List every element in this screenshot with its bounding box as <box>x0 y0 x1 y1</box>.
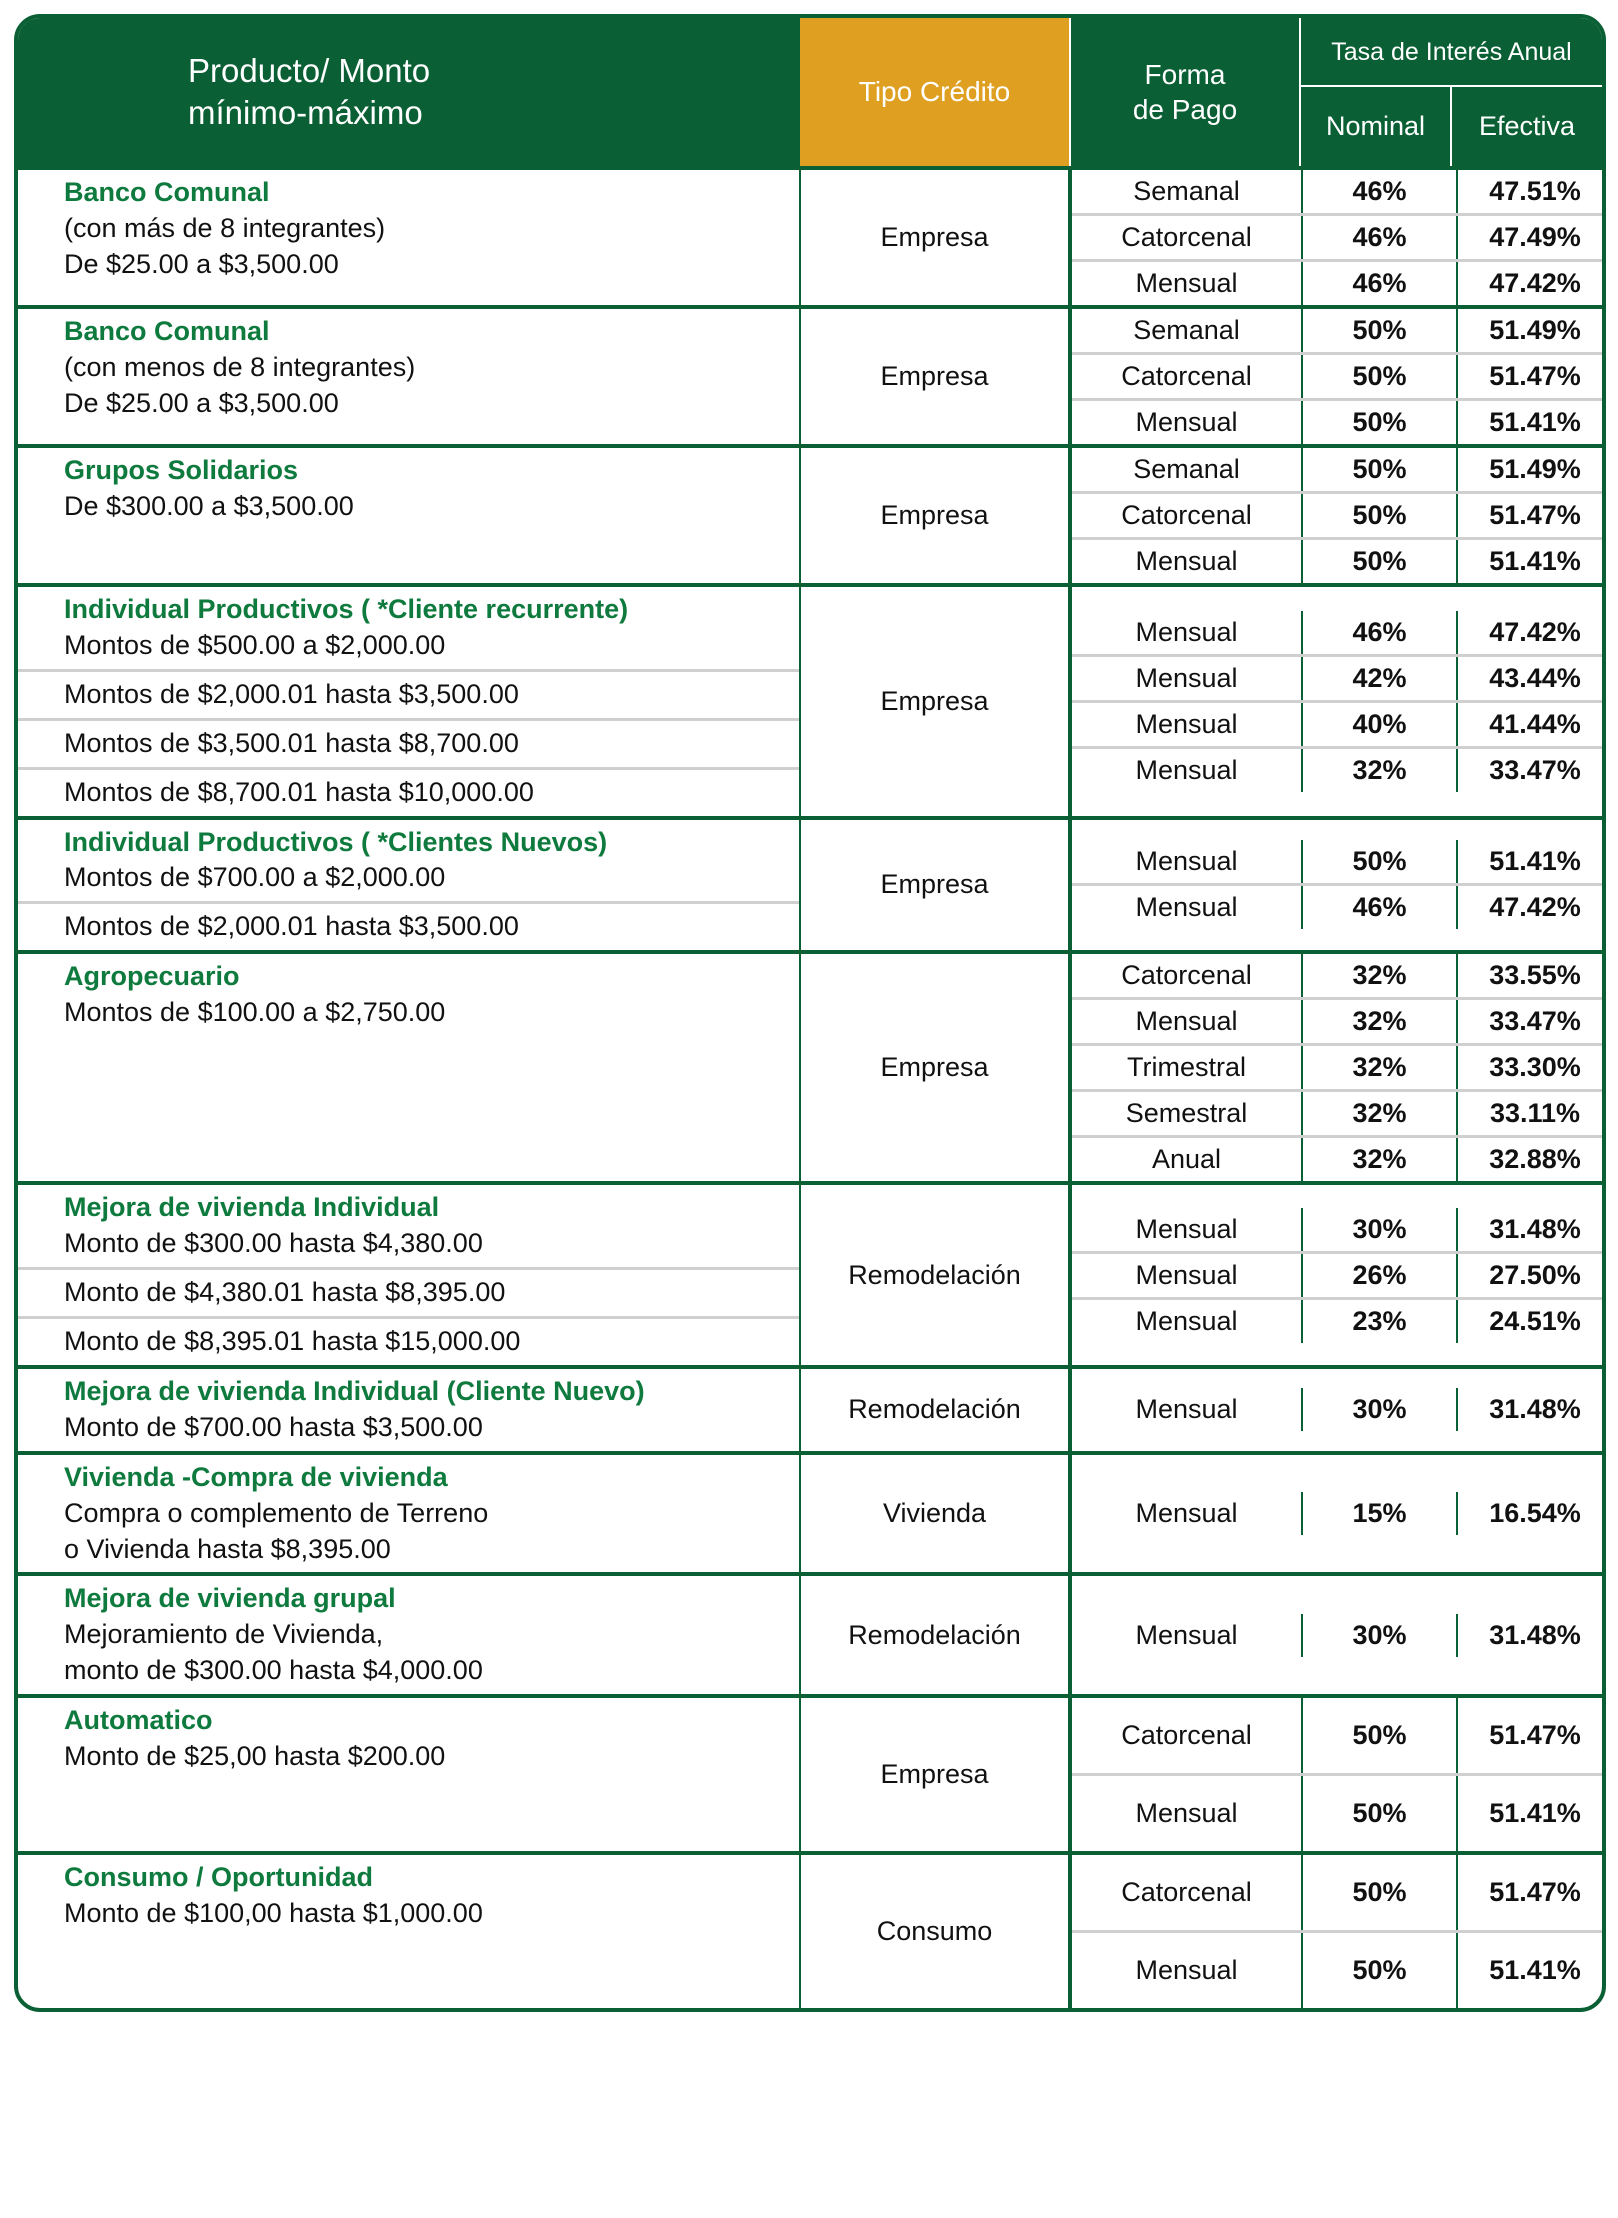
rate-row <box>1072 261 1606 306</box>
product-subtitle: Monto de $25,00 hasta $200.00 <box>64 1741 446 1772</box>
tasa-nominal-value: 50% <box>1302 354 1457 400</box>
tipo-credito-cell: Empresa <box>800 446 1070 585</box>
interest-rate-table <box>18 18 1602 2008</box>
rate-rows <box>1072 448 1606 583</box>
product-cell <box>18 585 800 818</box>
tasa-nominal-value: 30% <box>1302 1388 1457 1431</box>
rate-row <box>1072 400 1606 445</box>
forma-pago-value: Mensual <box>1072 1208 1302 1253</box>
product-title: Individual Productivos ( *Clientes Nuevos) <box>64 826 608 857</box>
forma-pago-value: Semanal <box>1072 309 1302 354</box>
rate-row <box>1072 1137 1606 1182</box>
product-line <box>18 719 799 768</box>
product-subtitle: Montos de $100.00 a $2,750.00 <box>64 997 446 1028</box>
product-cell <box>18 307 800 446</box>
product-subtitle: o Vivienda hasta $8,395.00 <box>64 1533 391 1564</box>
product-cell <box>18 1696 800 1853</box>
tipo-credito-cell: Remodelación <box>800 1574 1070 1696</box>
product-line <box>18 1369 799 1451</box>
tasa-nominal-value: 30% <box>1302 1614 1457 1657</box>
product-subtitle: Monto de $100,00 hasta $1,000.00 <box>64 1898 483 1929</box>
tasa-efectiva-value: 51.41% <box>1457 539 1606 584</box>
product-subtitle: Montos de $500.00 a $2,000.00 <box>64 629 446 660</box>
rate-row <box>1072 954 1606 999</box>
rate-row <box>1072 1252 1606 1298</box>
tipo-credito-cell: Consumo <box>800 1853 1070 2008</box>
forma-pago-value: Semanal <box>1072 448 1302 493</box>
product-lines <box>18 448 799 530</box>
product-subtitle: De $25.00 a $3,500.00 <box>64 387 339 418</box>
forma-pago-value: Semestral <box>1072 1091 1302 1137</box>
header-tipo-credito: Tipo Crédito <box>800 18 1070 168</box>
rates-cell <box>1070 1453 1602 1575</box>
forma-pago-value: Catorcenal <box>1072 1855 1302 1932</box>
product-line <box>18 448 799 530</box>
tasa-efectiva-value: 51.41% <box>1457 400 1606 445</box>
tasa-efectiva-value: 51.49% <box>1489 454 1581 484</box>
rate-rows <box>1072 611 1606 792</box>
tasa-nominal-value: 32% <box>1302 1137 1457 1182</box>
header-forma-line1: Forma <box>1144 59 1226 90</box>
forma-pago-value: Catorcenal <box>1072 354 1302 400</box>
rates-cell <box>1070 952 1602 1183</box>
forma-pago-value: Mensual <box>1072 261 1302 306</box>
product-cell <box>18 1853 800 2008</box>
product-title: Automatico <box>64 1705 213 1736</box>
product-line <box>18 587 799 670</box>
header-producto-monto <box>18 18 800 168</box>
rate-rows <box>1072 1614 1606 1657</box>
rate-rows <box>1072 1698 1606 1851</box>
product-title: Mejora de vivienda Individual (Cliente Nuevo) <box>64 1375 645 1406</box>
rate-row <box>1072 611 1606 656</box>
product-subtitle: De $300.00 a $3,500.00 <box>64 490 354 521</box>
table-row <box>18 1696 1602 1853</box>
product-subtitle: Montos de $2,000.01 hasta $3,500.00 <box>64 678 519 709</box>
tasa-nominal-value: 46% <box>1302 170 1457 215</box>
tasa-efectiva-value: 51.47% <box>1457 493 1606 539</box>
product-subtitle: Mejoramiento de Vivienda, <box>64 1619 384 1650</box>
tasa-efectiva-value: 51.47% <box>1489 1720 1581 1751</box>
forma-pago-value: Anual <box>1072 1137 1302 1182</box>
rates-cell <box>1070 818 1602 953</box>
rate-row <box>1072 448 1606 493</box>
product-title: Grupos Solidarios <box>64 455 299 485</box>
product-subtitle: Monto de $300.00 hasta $4,380.00 <box>64 1228 483 1259</box>
tasa-nominal-value: 46% <box>1302 885 1457 930</box>
product-line <box>18 1185 799 1268</box>
tasa-nominal-value: 32% <box>1302 999 1457 1045</box>
product-subtitle: Montos de $3,500.01 hasta $8,700.00 <box>64 727 519 758</box>
product-subtitle: (con más de 8 integrantes) <box>64 212 386 243</box>
forma-pago-value: Catorcenal <box>1072 215 1302 261</box>
product-lines <box>18 1369 799 1451</box>
rate-rows <box>1072 1855 1606 2008</box>
forma-pago-value: Mensual <box>1072 539 1302 584</box>
tasa-efectiva-value: 16.54% <box>1489 1498 1581 1529</box>
tasa-efectiva-value: 47.51% <box>1489 176 1581 206</box>
tasa-nominal-value: 32% <box>1302 954 1457 999</box>
product-line <box>18 670 799 719</box>
product-line <box>18 1269 799 1318</box>
rate-rows <box>1072 840 1606 929</box>
tasa-nominal-value: 23% <box>1302 1298 1457 1343</box>
forma-pago-value: Mensual <box>1072 1492 1302 1535</box>
tasa-efectiva-value: 47.42% <box>1489 616 1581 647</box>
forma-pago-value: Mensual <box>1072 999 1302 1045</box>
product-line <box>18 309 799 427</box>
product-subtitle: (con menos de 8 integrantes) <box>64 351 416 382</box>
product-lines <box>18 1576 799 1694</box>
tasa-nominal-value: 50% <box>1302 840 1457 885</box>
product-lines <box>18 587 799 816</box>
product-line <box>18 768 799 815</box>
tasa-nominal-value: 50% <box>1302 309 1457 354</box>
rate-row <box>1072 840 1606 885</box>
product-line <box>18 170 799 288</box>
tasa-nominal-value: 46% <box>1302 261 1457 306</box>
tasa-efectiva-value: 47.42% <box>1457 885 1606 930</box>
tasa-efectiva-value: 32.88% <box>1457 1137 1606 1182</box>
table-row <box>18 952 1602 1183</box>
rate-row <box>1072 701 1606 747</box>
product-subtitle: Monto de $4,380.01 hasta $8,395.00 <box>64 1277 506 1308</box>
forma-pago-value: Mensual <box>1072 1932 1302 2009</box>
product-cell <box>18 446 800 585</box>
tipo-credito-cell: Empresa <box>800 307 1070 446</box>
table-row <box>18 585 1602 818</box>
table-row <box>18 446 1602 585</box>
header-forma-line2: de Pago <box>1132 94 1238 125</box>
product-subtitle: Montos de $2,000.01 hasta $3,500.00 <box>64 911 519 942</box>
rate-rows <box>1072 1388 1606 1431</box>
rate-rows <box>1072 1208 1606 1343</box>
tasa-efectiva-value: 47.42% <box>1457 261 1606 306</box>
product-cell <box>18 952 800 1183</box>
tasa-efectiva-value: 43.44% <box>1457 655 1606 701</box>
tasa-nominal-value: 32% <box>1302 1091 1457 1137</box>
product-lines <box>18 1855 799 1937</box>
product-line <box>18 1698 799 1780</box>
tasa-nominal-value: 50% <box>1302 400 1457 445</box>
rate-row <box>1072 1388 1606 1431</box>
tasa-nominal-value: 15% <box>1302 1492 1457 1535</box>
header-tasa-interes-anual: Tasa de Interés Anual <box>1300 18 1602 86</box>
forma-pago-value: Trimestral <box>1072 1045 1302 1091</box>
rate-row <box>1072 1091 1606 1137</box>
tipo-credito-cell: Empresa <box>800 818 1070 953</box>
forma-pago-value: Mensual <box>1072 840 1302 885</box>
rate-row <box>1072 1492 1606 1535</box>
tasa-nominal-value: 50% <box>1302 539 1457 584</box>
tasa-nominal-value: 50% <box>1302 448 1457 493</box>
forma-pago-value: Mensual <box>1072 885 1302 930</box>
rate-row <box>1072 1775 1606 1852</box>
product-subtitle: De $25.00 a $3,500.00 <box>64 248 339 279</box>
rates-cell <box>1070 446 1602 585</box>
forma-pago-value: Mensual <box>1072 1252 1302 1298</box>
rate-row <box>1072 215 1606 261</box>
rates-cell <box>1070 1367 1602 1453</box>
forma-pago-value: Mensual <box>1072 1298 1302 1343</box>
forma-pago-value: Mensual <box>1072 701 1302 747</box>
product-subtitle: Monto de $700.00 hasta $3,500.00 <box>64 1411 483 1442</box>
tasa-nominal-value: 50% <box>1302 1775 1457 1852</box>
rate-row <box>1072 170 1606 215</box>
tasa-efectiva-value: 24.51% <box>1457 1298 1606 1343</box>
rate-row <box>1072 1045 1606 1091</box>
product-title: Banco Comunal <box>64 316 270 346</box>
forma-pago-value: Mensual <box>1072 1775 1302 1852</box>
product-title: Banco Comunal <box>64 177 270 207</box>
forma-pago-value: Mensual <box>1072 400 1302 445</box>
interest-rate-table-container <box>14 14 1606 2012</box>
rate-row <box>1072 309 1606 354</box>
table-row <box>18 1367 1602 1453</box>
product-subtitle: Monto de $8,395.01 hasta $15,000.00 <box>64 1325 521 1356</box>
rate-row <box>1072 1298 1606 1343</box>
rate-row <box>1072 1614 1606 1657</box>
forma-pago-value: Mensual <box>1072 747 1302 792</box>
product-lines <box>18 170 799 288</box>
tasa-efectiva-value: 51.47% <box>1457 354 1606 400</box>
tasa-efectiva-value: 33.11% <box>1457 1091 1606 1137</box>
tipo-credito-cell: Empresa <box>800 952 1070 1183</box>
product-lines <box>18 309 799 427</box>
rate-row <box>1072 1932 1606 2009</box>
tasa-efectiva-value: 33.55% <box>1489 960 1581 991</box>
product-title: Individual Productivos ( *Cliente recurrente) <box>64 594 629 624</box>
tasa-nominal-value: 46% <box>1302 611 1457 656</box>
rate-rows <box>1072 1492 1606 1535</box>
rate-row <box>1072 885 1606 930</box>
tasa-nominal-value: 42% <box>1302 655 1457 701</box>
product-subtitle: Montos de $8,700.01 hasta $10,000.00 <box>64 776 534 807</box>
product-cell <box>18 1574 800 1696</box>
rate-rows <box>1072 954 1606 1181</box>
table-body <box>18 168 1602 2008</box>
tasa-efectiva-value: 33.47% <box>1457 999 1606 1045</box>
table-row <box>18 1574 1602 1696</box>
tasa-nominal-value: 32% <box>1302 1045 1457 1091</box>
table-row <box>18 307 1602 446</box>
table-row <box>18 168 1602 307</box>
tasa-efectiva-value: 51.41% <box>1457 1775 1606 1852</box>
rate-row <box>1072 999 1606 1045</box>
rate-row <box>1072 493 1606 539</box>
product-cell <box>18 1183 800 1367</box>
table-row <box>18 1853 1602 2008</box>
header-forma-pago <box>1070 18 1300 168</box>
rates-cell <box>1070 585 1602 818</box>
product-lines <box>18 1185 799 1365</box>
tasa-nominal-value: 26% <box>1302 1252 1457 1298</box>
product-line <box>18 1855 799 1937</box>
header-efectiva: Efectiva <box>1451 86 1602 168</box>
table-row <box>18 818 1602 953</box>
product-subtitle: Montos de $700.00 a $2,000.00 <box>64 862 446 893</box>
tasa-efectiva-value: 41.44% <box>1457 701 1606 747</box>
product-cell <box>18 1453 800 1575</box>
tasa-nominal-value: 50% <box>1302 1932 1457 2009</box>
table-row <box>18 1453 1602 1575</box>
product-lines <box>18 820 799 951</box>
product-line <box>18 1455 799 1573</box>
tasa-efectiva-value: 31.48% <box>1489 1619 1581 1650</box>
tasa-efectiva-value: 33.30% <box>1457 1045 1606 1091</box>
rate-row <box>1072 1208 1606 1253</box>
rates-cell <box>1070 307 1602 446</box>
tipo-credito-cell: Empresa <box>800 585 1070 818</box>
product-lines <box>18 1698 799 1780</box>
forma-pago-value: Catorcenal <box>1072 954 1302 999</box>
product-cell <box>18 818 800 953</box>
tasa-nominal-value: 50% <box>1302 493 1457 539</box>
rate-rows <box>1072 309 1606 444</box>
rate-row <box>1072 354 1606 400</box>
tasa-efectiva-value: 51.41% <box>1457 1932 1606 2009</box>
tasa-efectiva-value: 47.49% <box>1457 215 1606 261</box>
forma-pago-value: Mensual <box>1072 655 1302 701</box>
forma-pago-value: Mensual <box>1072 1388 1302 1431</box>
rate-row <box>1072 655 1606 701</box>
table-header <box>18 18 1602 168</box>
tasa-efectiva-value: 51.47% <box>1489 1877 1581 1908</box>
tasa-efectiva-value: 51.41% <box>1489 846 1581 877</box>
product-title: Agropecuario <box>64 961 240 992</box>
rates-cell <box>1070 1696 1602 1853</box>
tasa-efectiva-value: 27.50% <box>1457 1252 1606 1298</box>
product-title: Mejora de vivienda grupal <box>64 1583 396 1614</box>
tasa-nominal-value: 46% <box>1302 215 1457 261</box>
product-lines <box>18 954 799 1036</box>
forma-pago-value: Mensual <box>1072 1614 1302 1657</box>
tasa-nominal-value: 30% <box>1302 1208 1457 1253</box>
header-producto-line1: Producto/ Monto <box>188 51 431 89</box>
rate-rows <box>1072 170 1606 305</box>
product-line <box>18 820 799 903</box>
forma-pago-value: Semanal <box>1072 170 1302 215</box>
forma-pago-value: Mensual <box>1072 611 1302 656</box>
product-line <box>18 954 799 1036</box>
rates-cell <box>1070 1853 1602 2008</box>
tipo-credito-cell: Remodelación <box>800 1367 1070 1453</box>
product-subtitle: monto de $300.00 hasta $4,000.00 <box>64 1655 483 1686</box>
product-subtitle: Compra o complemento de Terreno <box>64 1497 489 1528</box>
product-lines <box>18 1455 799 1573</box>
tipo-credito-cell: Empresa <box>800 1696 1070 1853</box>
tasa-nominal-value: 50% <box>1302 1855 1457 1932</box>
tasa-efectiva-value: 31.48% <box>1489 1213 1581 1244</box>
forma-pago-value: Catorcenal <box>1072 1698 1302 1775</box>
tasa-nominal-value: 32% <box>1302 747 1457 792</box>
rates-cell <box>1070 168 1602 307</box>
header-nominal: Nominal <box>1300 86 1451 168</box>
product-cell <box>18 168 800 307</box>
rates-cell <box>1070 1183 1602 1367</box>
tipo-credito-cell: Empresa <box>800 168 1070 307</box>
tasa-nominal-value: 40% <box>1302 701 1457 747</box>
product-line <box>18 903 799 950</box>
header-producto-line2: mínimo-máximo <box>188 94 423 131</box>
rates-cell <box>1070 1574 1602 1696</box>
tipo-credito-cell: Remodelación <box>800 1183 1070 1367</box>
tasa-efectiva-value: 31.48% <box>1489 1394 1581 1425</box>
product-title: Vivienda -Compra de vivienda <box>64 1461 448 1492</box>
table-row <box>18 1183 1602 1367</box>
tipo-credito-cell: Vivienda <box>800 1453 1070 1575</box>
product-title: Consumo / Oportunidad <box>64 1862 373 1893</box>
rate-row <box>1072 1855 1606 1932</box>
forma-pago-value: Catorcenal <box>1072 493 1302 539</box>
tasa-efectiva-value: 33.47% <box>1457 747 1606 792</box>
product-title: Mejora de vivienda Individual <box>64 1192 440 1223</box>
product-line <box>18 1576 799 1694</box>
rate-row <box>1072 747 1606 792</box>
product-line <box>18 1317 799 1364</box>
tasa-efectiva-value: 51.49% <box>1489 315 1581 345</box>
rate-row <box>1072 539 1606 584</box>
product-cell <box>18 1367 800 1453</box>
rate-row <box>1072 1698 1606 1775</box>
tasa-nominal-value: 50% <box>1302 1698 1457 1775</box>
